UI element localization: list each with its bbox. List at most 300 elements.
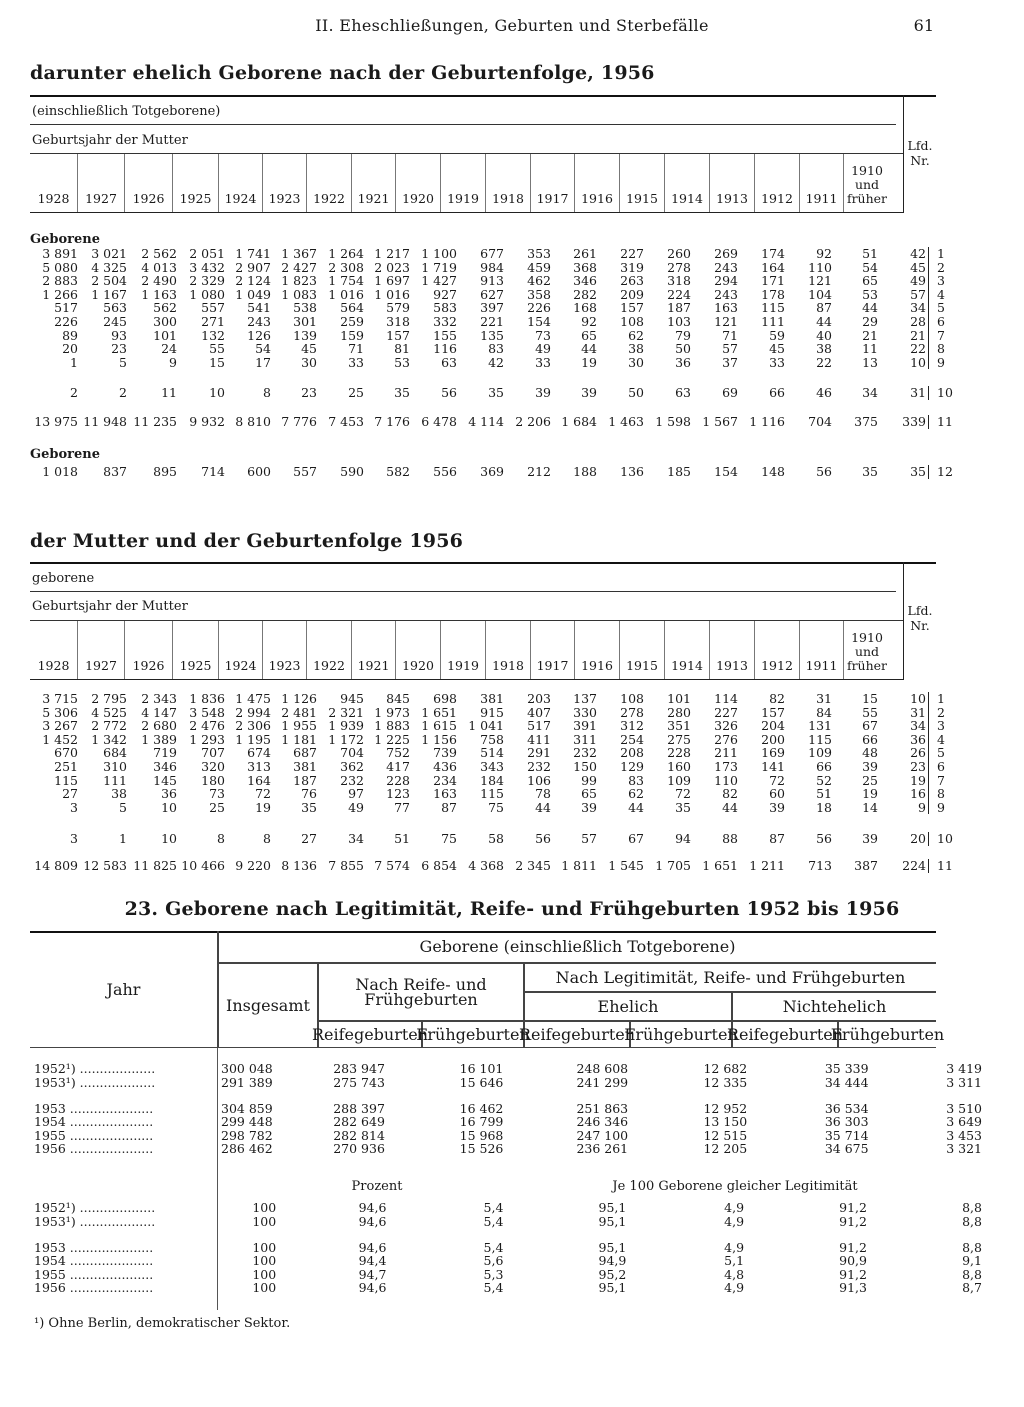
table-cell: 36 xyxy=(675,355,691,370)
table-cell: 45 xyxy=(301,342,317,356)
table-row xyxy=(30,1062,1024,1076)
table-cell: 674 xyxy=(247,746,271,760)
table-cell: 291 xyxy=(527,746,551,760)
table-row xyxy=(30,1129,1024,1143)
table-cell: 100 xyxy=(252,1266,277,1282)
table-cell: 95,1 xyxy=(598,1239,627,1255)
table-cell: 7 855 xyxy=(328,859,364,873)
table-cell: 94,6 xyxy=(358,1239,387,1255)
table-cell: 34 444 xyxy=(824,1074,869,1090)
table-cell: 203 xyxy=(527,692,551,706)
table-cell: 10 xyxy=(161,832,177,846)
year-header-2: 1926 xyxy=(125,621,173,679)
table-cell: 381 xyxy=(480,692,504,706)
table-cell: 278 xyxy=(667,260,691,275)
row-number: 9 xyxy=(929,801,973,815)
table-cell: 8 xyxy=(263,832,271,846)
table-row xyxy=(30,1281,1024,1295)
table-cell: 2 504 xyxy=(91,274,127,288)
year-header-18: 1910 und früher xyxy=(846,163,888,206)
table-cell: 583 xyxy=(433,301,457,315)
table-cell: 837 xyxy=(103,465,127,479)
table-cell: 150 xyxy=(573,759,597,774)
table-cell: 1 016 xyxy=(328,287,364,302)
table-cell: 1 195 xyxy=(235,732,271,747)
table-cell: 56 xyxy=(535,832,551,846)
table-cell: 713 xyxy=(808,859,832,873)
table-cell: 91,3 xyxy=(839,1280,867,1295)
table23-absolute-values xyxy=(30,1062,1024,1156)
table-cell: 3 649 xyxy=(946,1114,982,1129)
table-row xyxy=(30,832,972,846)
table23-col-insgesamt xyxy=(218,963,318,1048)
year-header-17: 1911 xyxy=(800,621,844,679)
table-row xyxy=(30,1215,1024,1229)
table-cell: 94,9 xyxy=(598,1253,627,1268)
table-cell: 55 xyxy=(862,705,878,720)
table-cell: 38 xyxy=(111,787,127,801)
table-cell: 282 xyxy=(573,287,597,302)
table-cell: 95,2 xyxy=(598,1266,627,1282)
table-cell: 82 xyxy=(769,692,785,706)
table-row xyxy=(30,465,972,479)
table23-reife-label: Reifegeburten xyxy=(311,1025,429,1044)
table-cell: 39 xyxy=(535,386,551,400)
table-cell: 9 xyxy=(918,800,926,815)
table-cell: 73 xyxy=(209,787,225,801)
table-cell: 88 xyxy=(722,832,738,846)
table-cell: 2 xyxy=(119,386,127,400)
table-cell: 670 xyxy=(54,746,78,760)
table-cell: 19 xyxy=(862,787,878,801)
table-cell: 3 419 xyxy=(946,1061,982,1076)
table-cell: 34 xyxy=(862,386,878,400)
table-cell: 14 809 xyxy=(34,859,78,873)
page-header xyxy=(0,16,1024,40)
section2-row10 xyxy=(30,832,972,846)
table-cell: 627 xyxy=(480,287,504,302)
year-label: 1955 ..................... xyxy=(34,1266,154,1282)
table-row xyxy=(30,760,972,774)
table-cell: 227 xyxy=(620,247,644,261)
table-cell: 82 xyxy=(722,787,738,801)
table-cell: 44 xyxy=(816,314,832,329)
table23-footnote: ¹) Ohne Berlin, demokratischer Sektor. xyxy=(34,1316,291,1331)
table-cell: 73 xyxy=(535,328,551,343)
section1-group2-label: Geborene xyxy=(30,447,100,462)
table-cell: 33 xyxy=(535,355,551,370)
table-cell: 57 xyxy=(910,287,926,302)
table-cell: 31 xyxy=(910,386,926,400)
table-cell: 56 xyxy=(441,386,457,400)
table-cell: 184 xyxy=(480,773,504,788)
table-row xyxy=(30,1076,1024,1090)
table-cell: 7 574 xyxy=(374,859,410,873)
table-cell: 67 xyxy=(862,719,878,733)
section1-rule-note xyxy=(30,124,896,125)
table-cell: 65 xyxy=(581,787,597,801)
table23-geborene-label: Geborene (einschließlich Totgeborene) xyxy=(419,937,736,956)
table-cell: 12 682 xyxy=(703,1061,748,1076)
table-cell: 8,8 xyxy=(962,1213,982,1229)
table-cell: 169 xyxy=(761,746,785,760)
table-cell: 11 948 xyxy=(83,415,127,429)
year-header-3: 1925 xyxy=(173,154,219,212)
table-cell: 1 264 xyxy=(328,247,364,261)
table-cell: 72 xyxy=(675,787,691,801)
table-cell: 31 xyxy=(816,692,832,706)
row-number: 5 xyxy=(929,746,973,760)
table-cell: 92 xyxy=(581,314,597,329)
table-cell: 417 xyxy=(386,759,410,774)
table-cell: 332 xyxy=(433,314,457,329)
table-cell: 35 xyxy=(394,386,410,400)
table-cell: 3 311 xyxy=(946,1074,982,1090)
table-cell: 94,4 xyxy=(358,1253,387,1268)
table23-frueh-label: Frühgeburten xyxy=(624,1025,738,1044)
table23-col-nach-reife xyxy=(318,963,524,1021)
section2-year-header xyxy=(30,620,903,680)
section1-row10 xyxy=(30,386,972,400)
table-row xyxy=(30,274,972,288)
row-number: 2 xyxy=(929,706,973,720)
row-number: 8 xyxy=(929,342,973,356)
table-cell: 91,2 xyxy=(839,1213,867,1229)
table23-nichtehelich-label: Nichtehelich xyxy=(782,997,887,1016)
row-number: 4 xyxy=(929,733,973,747)
year-header-10: 1918 xyxy=(486,154,531,212)
table-cell: 121 xyxy=(808,274,832,288)
table-cell: 5 306 xyxy=(42,705,78,720)
year-label: 1954 ..................... xyxy=(34,1253,154,1268)
table-row xyxy=(30,746,972,760)
year-label: 1955 ..................... xyxy=(34,1127,154,1143)
table-row xyxy=(30,342,972,356)
table-cell: 8,8 xyxy=(962,1239,982,1255)
section1-group1-label: Geborene xyxy=(30,232,100,247)
table-cell: 4 525 xyxy=(91,705,127,720)
table-cell: 35 xyxy=(675,800,691,815)
table-cell: 1 973 xyxy=(374,705,410,720)
table-cell: 11 xyxy=(862,342,878,356)
table-cell: 2 680 xyxy=(141,719,177,733)
year-header-7: 1921 xyxy=(352,154,396,212)
table-cell: 6 478 xyxy=(421,415,457,429)
table-cell: 10 xyxy=(910,692,926,706)
table-cell: 313 xyxy=(247,759,271,774)
table-cell: 1 018 xyxy=(42,465,78,479)
year-header-5: 1923 xyxy=(263,621,307,679)
table-cell: 39 xyxy=(769,800,785,815)
table-row xyxy=(30,356,972,370)
table-cell: 66 xyxy=(816,759,832,774)
table-cell: 12 515 xyxy=(703,1127,748,1143)
table-cell: 227 xyxy=(714,705,738,720)
table-cell: 375 xyxy=(854,415,878,429)
table-cell: 7 776 xyxy=(281,415,317,429)
row-number: 9 xyxy=(929,356,973,370)
table-cell: 1 083 xyxy=(281,287,317,302)
table-cell: 34 xyxy=(910,719,926,733)
table-cell: 40 xyxy=(816,328,832,343)
table-cell: 2 772 xyxy=(91,719,127,733)
table-cell: 136 xyxy=(620,465,644,479)
year-header-3: 1925 xyxy=(173,621,219,679)
table-cell: 330 xyxy=(573,705,597,720)
table-cell: 21 xyxy=(862,328,878,343)
table-cell: 247 100 xyxy=(576,1127,629,1143)
table-cell: 259 xyxy=(340,314,364,329)
row-number: 11 xyxy=(929,859,973,873)
table-cell: 36 xyxy=(910,732,926,747)
table-cell: 23 xyxy=(910,759,926,774)
table-cell: 4 368 xyxy=(468,859,504,873)
table-cell: 4,8 xyxy=(724,1266,745,1282)
table-cell: 251 863 xyxy=(576,1100,629,1116)
table-cell: 148 xyxy=(761,465,785,479)
year-header-4: 1924 xyxy=(219,154,263,212)
table-cell: 714 xyxy=(201,465,225,479)
row-number: 3 xyxy=(929,719,973,733)
table23-col-nichtehelich xyxy=(732,992,936,1021)
table-cell: 2 427 xyxy=(281,260,317,275)
year-label: 1954 ..................... xyxy=(34,1114,154,1129)
table-cell: 1 463 xyxy=(608,415,644,429)
table-row xyxy=(30,288,972,302)
table-cell: 283 947 xyxy=(333,1061,385,1076)
table-row xyxy=(30,1142,1024,1156)
year-header-7: 1921 xyxy=(352,621,396,679)
table-row xyxy=(30,801,972,815)
table-cell: 111 xyxy=(761,314,785,329)
table-cell: 137 xyxy=(573,692,597,706)
table-cell: 75 xyxy=(488,800,504,815)
table-cell: 12 952 xyxy=(703,1100,748,1116)
table-cell: 2 xyxy=(70,386,78,400)
table-cell: 97 xyxy=(348,787,364,801)
table-cell: 254 xyxy=(620,732,644,747)
table-cell: 115 xyxy=(480,787,504,801)
table-row xyxy=(30,1115,1024,1129)
table-cell: 263 xyxy=(620,274,644,288)
table-cell: 562 xyxy=(153,301,177,315)
table23-col-geborene xyxy=(218,931,936,963)
table-cell: 2 883 xyxy=(42,274,78,288)
table-cell: 3 548 xyxy=(189,705,225,720)
table-cell: 22 xyxy=(816,355,832,370)
section2-title: der Mutter und der Geburtenfolge 1956 xyxy=(30,530,464,552)
row-number: 11 xyxy=(929,415,973,429)
table-cell: 2 907 xyxy=(235,260,271,275)
table-cell: 187 xyxy=(667,301,691,315)
year-header-8: 1920 xyxy=(396,621,441,679)
table-cell: 33 xyxy=(348,355,364,370)
table-cell: 294 xyxy=(714,274,738,288)
table-cell: 115 xyxy=(761,301,785,315)
table-cell: 1 163 xyxy=(141,287,177,302)
table-cell: 100 xyxy=(252,1280,277,1295)
table-cell: 36 xyxy=(161,787,177,801)
table-cell: 76 xyxy=(301,787,317,801)
table-cell: 2 490 xyxy=(141,274,177,288)
table-cell: 163 xyxy=(714,301,738,315)
table-cell: 945 xyxy=(340,692,364,706)
table-cell: 28 xyxy=(910,314,926,329)
year-header-14: 1914 xyxy=(665,621,710,679)
table-cell: 241 299 xyxy=(576,1074,629,1090)
table-cell: 65 xyxy=(862,274,878,288)
table-cell: 758 xyxy=(480,732,504,747)
table-row xyxy=(30,859,972,873)
table-cell: 60 xyxy=(769,787,785,801)
table-cell: 243 xyxy=(247,314,271,329)
table-cell: 15 xyxy=(862,692,878,706)
table-cell: 57 xyxy=(581,832,597,846)
year-header-15: 1913 xyxy=(710,621,755,679)
table-cell: 2 343 xyxy=(141,692,177,706)
table-row xyxy=(30,1254,1024,1268)
table-cell: 62 xyxy=(628,328,644,343)
table-cell: 3 510 xyxy=(946,1100,982,1116)
table-cell: 95,1 xyxy=(598,1280,627,1295)
table-cell: 1 167 xyxy=(91,287,127,302)
table-row xyxy=(30,261,972,275)
table-cell: 1 293 xyxy=(189,732,225,747)
table23-col-reife-3 xyxy=(726,1021,844,1048)
table-cell: 16 462 xyxy=(459,1100,504,1116)
table-cell: 53 xyxy=(394,355,410,370)
table-cell: 368 xyxy=(573,260,597,275)
table-cell: 10 466 xyxy=(181,859,225,873)
table-cell: 154 xyxy=(527,314,551,329)
row-number: 8 xyxy=(929,787,973,801)
table-cell: 58 xyxy=(488,832,504,846)
table-cell: 4 114 xyxy=(468,415,504,429)
table-cell: 53 xyxy=(862,287,878,302)
table-cell: 157 xyxy=(761,705,785,720)
table-cell: 517 xyxy=(54,301,78,315)
table-cell: 301 xyxy=(293,314,317,329)
table23-jahr-label: Jahr xyxy=(106,979,141,999)
table-cell: 38 xyxy=(628,342,644,356)
table-cell: 51 xyxy=(394,832,410,846)
table-cell: 171 xyxy=(761,274,785,288)
table-cell: 5,3 xyxy=(483,1266,504,1282)
table-cell: 101 xyxy=(153,328,177,343)
section1-note: (einschließlich Totgeborene) xyxy=(32,104,221,119)
table-cell: 131 xyxy=(808,719,832,733)
table-cell: 514 xyxy=(480,746,504,760)
running-head: II. Eheschließungen, Geburten und Sterbefälle xyxy=(315,16,709,35)
table-cell: 276 xyxy=(714,732,738,747)
table-cell: 1 705 xyxy=(655,859,691,873)
table-cell: 110 xyxy=(714,773,738,788)
section1-year-header xyxy=(30,153,903,213)
table-cell: 5,4 xyxy=(483,1280,504,1295)
year-label: 1953¹) ................... xyxy=(34,1074,156,1090)
section1-row12 xyxy=(30,465,972,479)
table-cell: 7 453 xyxy=(328,415,364,429)
table-cell: 10 xyxy=(161,800,177,815)
table-cell: 8,7 xyxy=(962,1280,982,1295)
section2-rule xyxy=(30,562,936,564)
table-row xyxy=(30,1268,1024,1282)
table-cell: 111 xyxy=(103,773,127,788)
table-cell: 564 xyxy=(340,301,364,315)
table-cell: 411 xyxy=(527,732,551,747)
table-cell: 346 xyxy=(153,759,177,774)
table-cell: 677 xyxy=(480,247,504,261)
table-cell: 2 329 xyxy=(189,274,225,288)
table-cell: 90,9 xyxy=(839,1253,867,1268)
table-cell: 83 xyxy=(488,342,504,356)
section1-lfd-label: Lfd. Nr. xyxy=(907,138,933,168)
table-cell: 538 xyxy=(293,301,317,315)
row-number: 7 xyxy=(929,329,973,343)
year-header-11: 1917 xyxy=(531,621,575,679)
table-cell: 10 xyxy=(910,355,926,370)
table23-col-frueh-2 xyxy=(624,1021,738,1048)
table-cell: 984 xyxy=(480,260,504,275)
year-header-2: 1926 xyxy=(125,154,173,212)
table-cell: 1 651 xyxy=(702,859,738,873)
section1-birthyear-label: Geburtsjahr der Mutter xyxy=(32,133,188,148)
table-cell: 300 xyxy=(153,314,177,329)
table-cell: 14 xyxy=(862,800,878,815)
table-cell: 895 xyxy=(153,465,177,479)
table23-nach-reife-label: Nach Reife- und Frühgeburten xyxy=(355,975,487,1009)
table-cell: 69 xyxy=(722,386,738,400)
table-cell: 248 608 xyxy=(576,1061,629,1076)
table-cell: 34 xyxy=(348,832,364,846)
table-cell: 8 810 xyxy=(235,415,271,429)
table-cell: 362 xyxy=(340,759,364,774)
table-cell: 101 xyxy=(667,692,691,706)
table-cell: 157 xyxy=(386,328,410,343)
table-cell: 159 xyxy=(340,328,364,343)
year-label: 1953¹) ................... xyxy=(34,1213,156,1229)
table-cell: 221 xyxy=(480,314,504,329)
table-cell: 30 xyxy=(628,355,644,370)
table-cell: 318 xyxy=(386,314,410,329)
table-cell: 275 xyxy=(667,732,691,747)
table-cell: 261 xyxy=(573,247,597,261)
year-header-12: 1916 xyxy=(575,154,620,212)
year-label: 1956 ..................... xyxy=(34,1280,154,1295)
section2-note: geborene xyxy=(32,571,95,586)
table-cell: 92 xyxy=(816,247,832,261)
table-cell: 54 xyxy=(255,342,271,356)
table-cell: 52 xyxy=(816,773,832,788)
table-cell: 251 xyxy=(54,759,78,774)
year-header-16: 1912 xyxy=(755,154,800,212)
table-cell: 94 xyxy=(675,832,691,846)
table-cell: 4 147 xyxy=(141,705,177,720)
section3-title: 23. Geborene nach Legitimität, Reife- und Frühgeburten 1952 bis 1956 xyxy=(124,898,900,920)
table-cell: 226 xyxy=(54,314,78,329)
table-cell: 1 836 xyxy=(189,692,225,706)
table-cell: 719 xyxy=(153,746,177,760)
table-cell: 185 xyxy=(667,465,691,479)
table-cell: 115 xyxy=(808,732,832,747)
table-cell: 114 xyxy=(714,692,738,706)
table-cell: 46 xyxy=(816,386,832,400)
table-cell: 100 xyxy=(252,1200,277,1215)
table-cell: 19 xyxy=(255,800,271,815)
table-cell: 232 xyxy=(340,773,364,788)
table-cell: 2 308 xyxy=(328,260,364,275)
table-cell: 67 xyxy=(628,832,644,846)
